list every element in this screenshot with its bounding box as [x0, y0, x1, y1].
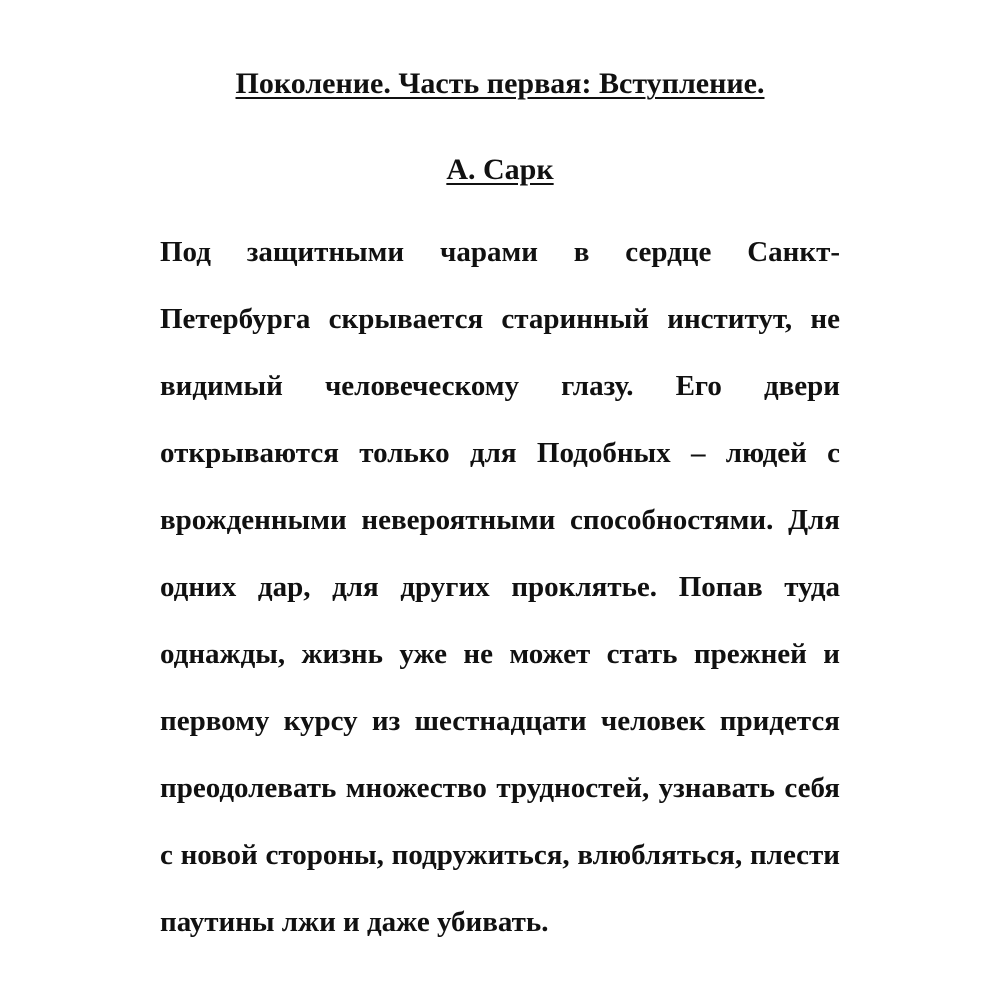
paragraph-line: открываются только для Подобных – людей с	[160, 437, 840, 469]
author-name: А. Сарк	[446, 153, 554, 186]
paragraph-line: Под защитными чарами в сердце Санкт-	[160, 236, 840, 268]
paragraph-line: преодолевать множество трудностей, узнавать себя	[160, 772, 840, 804]
paragraph-line: паутины лжи и даже убивать.	[160, 906, 549, 938]
description-paragraph	[160, 230, 840, 967]
paragraph-line: одних дар, для других проклятье. Попав туда	[160, 571, 840, 603]
paragraph-line: Петербурга скрывается старинный институт, не	[160, 303, 840, 335]
paragraph-line: видимый человеческому глазу. Его двери	[160, 370, 840, 402]
paragraph-line: с новой стороны, подружиться, влюбляться, плести	[160, 839, 840, 871]
paragraph-line: однажды, жизнь уже не может стать прежней и	[160, 638, 840, 670]
document-title: Поколение. Часть первая: Вступление.	[235, 67, 765, 100]
paragraph-line: первому курсу из шестнадцати человек придется	[160, 705, 840, 737]
paragraph-line: врожденными невероятными способностями. Для	[160, 504, 840, 536]
